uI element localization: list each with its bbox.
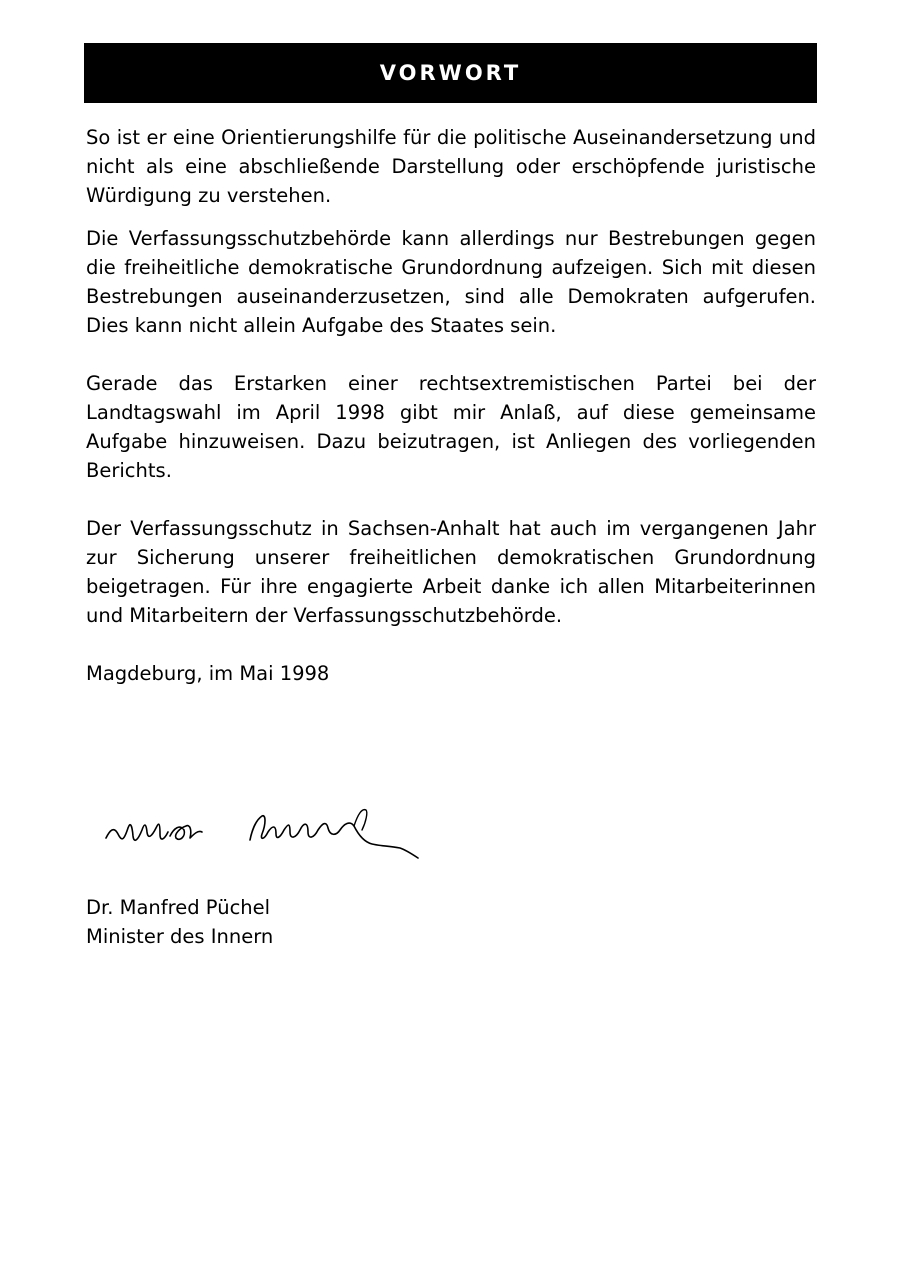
page-title: VORWORT xyxy=(379,61,522,85)
signer-block xyxy=(86,893,273,951)
signer-title: Minister des Innern xyxy=(86,925,274,948)
place-date: Magdeburg, im Mai 1998 xyxy=(86,662,330,685)
signature-image xyxy=(100,800,430,860)
paragraph-3: Gerade das Erstarken einer rechtsextremistischen Partei bei der Landtagswahl im April 1998 gibt mir Anlaß, auf diese gemeinsame Aufgabe hinzuweisen. Dazu beizutragen, ist Anliegen des vorliegenden Berichts. xyxy=(86,372,816,482)
header-bar xyxy=(84,43,817,103)
paragraph-1: So ist er eine Orientierungshilfe für die politische Auseinandersetzung und nicht als eine abschließende Darstellung oder erschöpfende juristische Würdigung zu verstehen. xyxy=(86,126,816,207)
paragraph-2: Die Verfassungsschutzbehörde kann allerdings nur Bestrebungen gegen die freiheitliche demokratische Grundordnung aufzeigen. Sich mit diesen Bestrebungen auseinanderzusetzen, sind alle Demokraten aufgerufen. Dies kann nicht allein Aufgabe des Staates sein. xyxy=(86,227,816,337)
foreword-body xyxy=(86,123,816,688)
signer-name: Dr. Manfred Püchel xyxy=(86,896,271,919)
paragraph-4: Der Verfassungsschutz in Sachsen-Anhalt hat auch im vergangenen Jahr zur Sicherung unserer freiheitlichen demokratischen Grundordnung beigetragen. Für ihre engagierte Arbeit danke ich allen Mitarbeiterinnen und Mitarbeitern der Verfassungsschutzbehörde. xyxy=(86,517,816,627)
